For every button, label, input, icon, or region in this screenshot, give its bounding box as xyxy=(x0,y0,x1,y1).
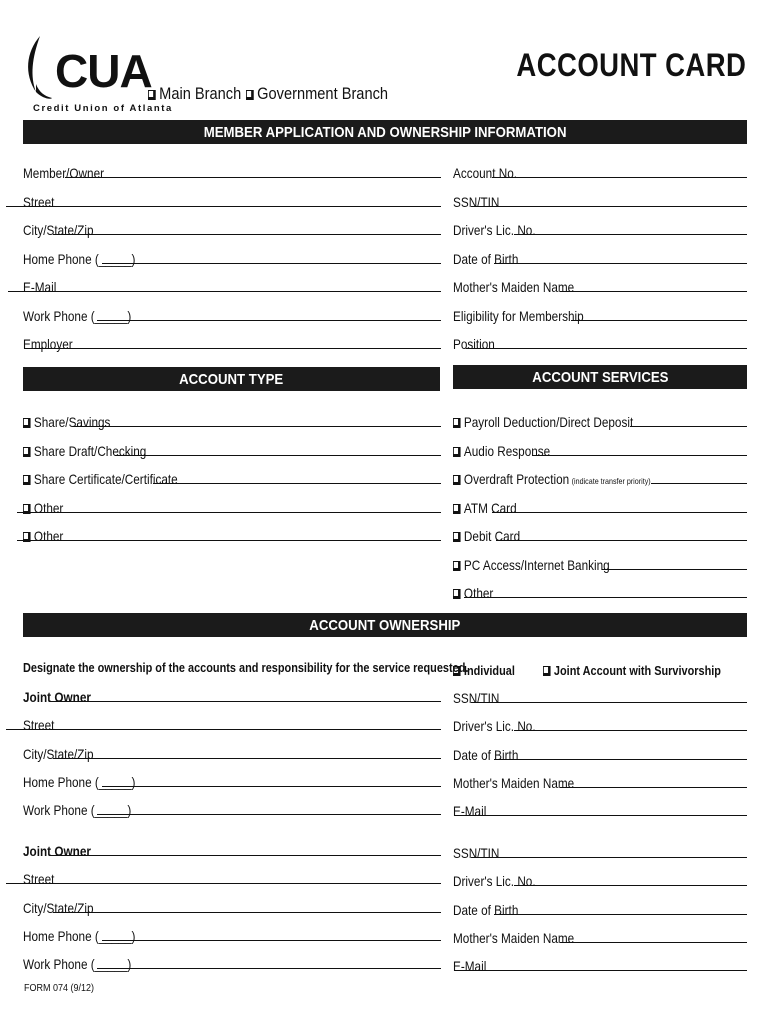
owner2-e-mail-field[interactable] xyxy=(453,953,747,973)
e-mail-field[interactable] xyxy=(23,274,441,294)
input-line[interactable] xyxy=(65,177,441,178)
checkbox-icon[interactable] xyxy=(453,666,461,676)
field-label: E-Mail xyxy=(453,958,487,975)
owner2-home-phone-field[interactable] xyxy=(23,923,441,943)
home-phone-field[interactable] xyxy=(23,246,441,266)
account-ownership-heading: ACCOUNT OWNERSHIP xyxy=(23,613,747,637)
input-line[interactable] xyxy=(6,883,441,884)
driver-s-lic-no-field[interactable] xyxy=(453,217,747,237)
input-line[interactable] xyxy=(492,512,747,513)
input-line[interactable] xyxy=(514,730,747,731)
field-label: Share Certificate/Certificate xyxy=(33,471,178,487)
field-label: Home Phone (_____) xyxy=(23,927,136,944)
checkbox-icon[interactable] xyxy=(23,532,31,542)
account-type-heading: ACCOUNT TYPE xyxy=(23,367,440,391)
input-line[interactable] xyxy=(17,540,442,541)
checkbox-icon[interactable] xyxy=(23,504,31,514)
field-label: Home Phone (_____) xyxy=(23,250,136,267)
owner1-date-of-birth-field[interactable] xyxy=(453,742,747,762)
checkbox-icon[interactable] xyxy=(246,90,254,100)
field-label: Audio Response xyxy=(463,442,551,459)
input-line[interactable] xyxy=(560,942,747,943)
input-line[interactable] xyxy=(466,348,747,349)
checkbox-icon[interactable] xyxy=(23,418,31,428)
owner1-e-mail-field[interactable] xyxy=(453,798,747,818)
field-label: Eligibility for Membership xyxy=(453,307,584,324)
field-label: Street xyxy=(23,193,55,210)
logo-subtext: Credit Union of Atlanta xyxy=(33,103,173,114)
field-label: Driver's Lic. No. xyxy=(453,873,536,890)
field-label: Date of Birth xyxy=(453,746,519,763)
checkbox-icon[interactable] xyxy=(453,589,461,599)
owner1-mother-s-maiden-name-field[interactable] xyxy=(453,770,747,790)
input-line[interactable] xyxy=(97,968,441,969)
input-line[interactable] xyxy=(97,814,441,815)
field-label: Debit Card xyxy=(463,528,521,544)
input-line[interactable] xyxy=(514,234,747,235)
field-label: Driver's Lic. No. xyxy=(453,222,536,238)
position-field[interactable] xyxy=(453,331,747,351)
field-label: Joint Owner xyxy=(23,689,91,705)
input-line[interactable] xyxy=(492,177,747,178)
input-line[interactable] xyxy=(456,970,747,971)
input-line[interactable] xyxy=(49,701,441,702)
field-label: Account No. xyxy=(453,165,518,181)
logo-text: CUA xyxy=(55,45,152,97)
input-line[interactable] xyxy=(153,483,441,484)
input-line[interactable] xyxy=(28,348,441,349)
date-of-birth-field[interactable] xyxy=(453,246,747,266)
account-services-heading: ACCOUNT SERVICES xyxy=(453,365,747,389)
mother-s-maiden-name-field[interactable] xyxy=(453,274,747,294)
field-label: Date of Birth xyxy=(453,901,519,918)
field-label: SSN/TIN xyxy=(453,845,500,861)
field-label: Overdraft Protection xyxy=(463,471,570,487)
checkbox-icon[interactable] xyxy=(543,666,551,676)
service-atm-card-field[interactable] xyxy=(453,495,747,515)
owner1-ssn-tin-field[interactable] xyxy=(453,685,747,705)
field-label: PC Access/Internet Banking xyxy=(463,556,610,573)
form-title: ACCOUNT CARD xyxy=(516,47,746,83)
cua-logo-swoosh-icon xyxy=(22,34,52,104)
service-pc-access-internet-banking-field[interactable] xyxy=(453,552,747,572)
checkbox-icon[interactable] xyxy=(453,418,461,428)
field-label: Share Draft/Checking xyxy=(33,442,147,459)
input-line[interactable] xyxy=(49,855,441,856)
input-line[interactable] xyxy=(97,320,441,321)
input-line[interactable] xyxy=(602,569,747,570)
input-line[interactable] xyxy=(53,758,441,759)
input-line[interactable] xyxy=(17,512,442,513)
checkbox-icon[interactable] xyxy=(23,475,31,485)
main-branch-option[interactable]: Main Branch xyxy=(148,84,241,104)
checkbox-icon[interactable] xyxy=(453,532,461,542)
type-other-field[interactable] xyxy=(23,495,441,515)
owner2-date-of-birth-field[interactable] xyxy=(453,897,747,917)
field-label: City/State/Zip xyxy=(23,222,94,238)
owner2-driver-s-lic-no-field[interactable] xyxy=(453,868,747,888)
service-audio-response-field[interactable] xyxy=(453,438,747,458)
field-label: Driver's Lic. No. xyxy=(453,718,536,735)
field-label: City/State/Zip xyxy=(23,899,94,916)
owner1-street-field[interactable] xyxy=(23,712,441,732)
owner1-joint-owner-field[interactable] xyxy=(23,684,441,704)
owner2-street-field[interactable] xyxy=(23,866,441,886)
input-line[interactable] xyxy=(464,597,747,598)
field-label: Street xyxy=(23,871,55,888)
input-line[interactable] xyxy=(496,540,747,541)
member-section-heading: MEMBER APPLICATION AND OWNERSHIP INFORMATION xyxy=(23,120,747,144)
owner1-work-phone-field[interactable] xyxy=(23,797,441,817)
field-label: Position xyxy=(453,336,495,352)
owner2-city-state-zip-field[interactable] xyxy=(23,895,441,915)
checkbox-icon[interactable] xyxy=(453,475,461,485)
work-phone-field[interactable] xyxy=(23,303,441,323)
field-label: Home Phone (_____) xyxy=(23,773,136,790)
input-line[interactable] xyxy=(115,455,441,456)
input-line[interactable] xyxy=(6,729,441,730)
input-line[interactable] xyxy=(532,455,747,456)
input-line[interactable] xyxy=(73,426,441,427)
owner1-home-phone-field[interactable] xyxy=(23,769,441,789)
service-debit-card-field[interactable] xyxy=(453,523,747,543)
field-label: SSN/TIN xyxy=(453,690,500,706)
owner2-ssn-tin-field[interactable] xyxy=(453,840,747,860)
input-line[interactable] xyxy=(102,786,441,787)
input-line[interactable] xyxy=(494,914,747,915)
checkbox-icon[interactable] xyxy=(453,504,461,514)
account-no-field[interactable] xyxy=(453,160,747,180)
owner2-work-phone-field[interactable] xyxy=(23,951,441,971)
field-label: Mother's Maiden Name xyxy=(453,929,575,946)
field-label: Work Phone (_____) xyxy=(23,307,132,324)
input-line[interactable] xyxy=(102,263,441,264)
field-label: E-Mail xyxy=(23,279,57,295)
type-share-draft-checking-field[interactable] xyxy=(23,438,441,458)
owner2-joint-owner-field[interactable] xyxy=(23,838,441,858)
field-label: SSN/TIN xyxy=(453,193,500,210)
input-line[interactable] xyxy=(456,815,747,816)
type-share-savings-field[interactable] xyxy=(23,409,441,429)
city-state-zip-field[interactable] xyxy=(23,217,441,237)
checkbox-icon[interactable] xyxy=(148,90,156,100)
government-branch-option[interactable]: Government Branch xyxy=(246,84,388,104)
field-label: Other xyxy=(33,528,64,544)
input-line[interactable] xyxy=(494,263,747,264)
service-payroll-deduction-direct-deposit-field[interactable] xyxy=(453,409,747,429)
field-label: City/State/Zip xyxy=(23,745,94,762)
input-line[interactable] xyxy=(471,206,747,207)
field-label: Joint Owner xyxy=(23,843,91,859)
checkbox-icon[interactable] xyxy=(23,447,31,457)
input-line[interactable] xyxy=(102,940,441,941)
input-line[interactable] xyxy=(571,320,747,321)
field-label: Other xyxy=(463,585,494,601)
input-line[interactable] xyxy=(630,426,747,427)
checkbox-icon[interactable] xyxy=(453,561,461,571)
input-line[interactable] xyxy=(53,234,441,235)
owner1-driver-s-lic-no-field[interactable] xyxy=(453,713,747,733)
ssn-tin-field[interactable] xyxy=(453,189,747,209)
field-label: Share/Savings xyxy=(33,414,111,430)
eligibility-for-membership-field[interactable] xyxy=(453,303,747,323)
member-owner-field[interactable] xyxy=(23,160,441,180)
checkbox-icon[interactable] xyxy=(453,447,461,457)
joint-survivorship-option[interactable]: Joint Account with Survivorship xyxy=(543,657,743,677)
service-overdraft-protection-field[interactable] xyxy=(453,466,747,486)
field-label: Work Phone (_____) xyxy=(23,956,132,973)
field-label: Mother's Maiden Name xyxy=(453,279,575,295)
field-label: Other xyxy=(33,499,64,516)
individual-option[interactable]: Individual xyxy=(453,657,563,677)
service-other-field[interactable] xyxy=(453,580,747,600)
ownership-instruction: Designate the ownership of the accounts and responsibility for the service requested. xyxy=(23,660,469,675)
input-line[interactable] xyxy=(560,291,747,292)
field-label: Member/Owner xyxy=(23,165,105,181)
owner2-mother-s-maiden-name-field[interactable] xyxy=(453,925,747,945)
field-label: E-Mail xyxy=(453,803,487,820)
input-line[interactable] xyxy=(6,206,441,207)
form-number: FORM 074 (9/12) xyxy=(24,983,95,994)
field-label: Date of Birth xyxy=(453,250,519,267)
field-label: Payroll Deduction/Direct Deposit xyxy=(463,414,634,430)
input-line[interactable] xyxy=(471,702,747,703)
field-label: Street xyxy=(23,717,55,734)
field-label: Work Phone (_____) xyxy=(23,802,132,819)
type-share-certificate-certificate-field[interactable] xyxy=(23,466,441,486)
type-other-field[interactable] xyxy=(23,523,441,543)
field-label: Employer xyxy=(23,336,73,352)
field-label: Mother's Maiden Name xyxy=(453,774,575,791)
field-label: ATM Card xyxy=(463,499,517,516)
input-line[interactable] xyxy=(514,885,747,886)
input-line[interactable] xyxy=(651,483,747,484)
input-line[interactable] xyxy=(53,912,441,913)
employer-field[interactable] xyxy=(23,331,441,351)
owner1-city-state-zip-field[interactable] xyxy=(23,741,441,761)
input-line[interactable] xyxy=(494,759,747,760)
input-line[interactable] xyxy=(560,787,747,788)
overdraft-note: (indicate transfer priority) xyxy=(571,476,651,486)
input-line[interactable] xyxy=(8,291,441,292)
street-field[interactable] xyxy=(23,189,441,209)
input-line[interactable] xyxy=(471,857,747,858)
